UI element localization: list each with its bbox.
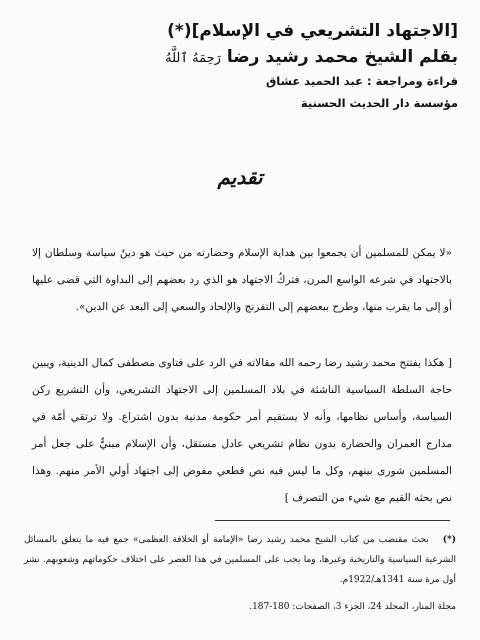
section-heading: تقديم bbox=[217, 165, 263, 189]
honorific: رَحِمَهُ ٱللَّهُ bbox=[165, 51, 221, 66]
article-title bbox=[18, 18, 458, 72]
footnote-marker: (*) bbox=[442, 535, 456, 545]
footnote-divider bbox=[215, 520, 450, 521]
paragraph-intro: [ هكذا يفتتح محمد رشيد رضا رحمه الله مقالاته في الرد على فتاوى مصطفى كمال الدينية، ويبين حاجة السلطة السياسية الناشئة في بلاد المسلمين إلى الاجتهاد التشريعي، وأن التشريع ركن السياسة، وأساس نظامها، وأنه لا يستقيم أمر حكومة مدنية بدون اشتراع. ولا ترتقي أمّة في مدارج العمران والحضارة بدون نظام تشريعي عادل مستقل، وأن الإسلام مبنيٌّ على جعل أمر المسلمين شورى بينهم، وكل ما ليس فيه نص قطعي مفوض إلى اجتهاد أولي الأمر منهم. وهذا نص بحثه القيم مع شيء من التصرف ] bbox=[32, 357, 452, 504]
title-line-1: [الاجتهاد التشريعي في الإسلام](*) bbox=[167, 21, 458, 41]
footnote-citation: مجلة المنار، المجلد 24، الجزء 3، الصفحات: 180-187. bbox=[249, 602, 456, 612]
paragraph-quote: «لا يمكن للمسلمين أن يجمعوا بين هداية الإسلام وحضارته من حيث هو دينٌ سياسة وسلطان إلا بالاجتهاد في شرعه الواسع المرن، فتركُ الاجتهاد هو الذي رد بعضهم إلى البداوة التي قضى عليها أو إلى ما يقرب منها، وطرح ببعضهم إلى التفرنج والإلحاد والسعي إلى البعد عن الدين». bbox=[32, 247, 452, 313]
credits-block bbox=[18, 70, 458, 114]
author-line: بقلم الشيخ محمد رشيد رضا bbox=[226, 47, 458, 67]
footnote bbox=[24, 530, 456, 590]
review-credit: قراءة ومراجعة : عبد الحميد عشاق bbox=[266, 74, 458, 88]
title-line-2 bbox=[18, 44, 458, 72]
institution-credit: مؤسسة دار الحديث الحسنية bbox=[300, 96, 458, 110]
footnote-text: بحث مقتضب من كتاب الشيخ محمد رشيد رضا «الإمامة أو الخلافة العظمى» جمع فيه ما يتعلق بالمسائل الشرعية السياسية والتاريخية وغيرها، وما يجب على المسلمين في هذا العصر على اختلاف حكوماتهم وشعوبهم. نشر أول مرة سنة 1341هـ/1922م. bbox=[24, 535, 456, 585]
